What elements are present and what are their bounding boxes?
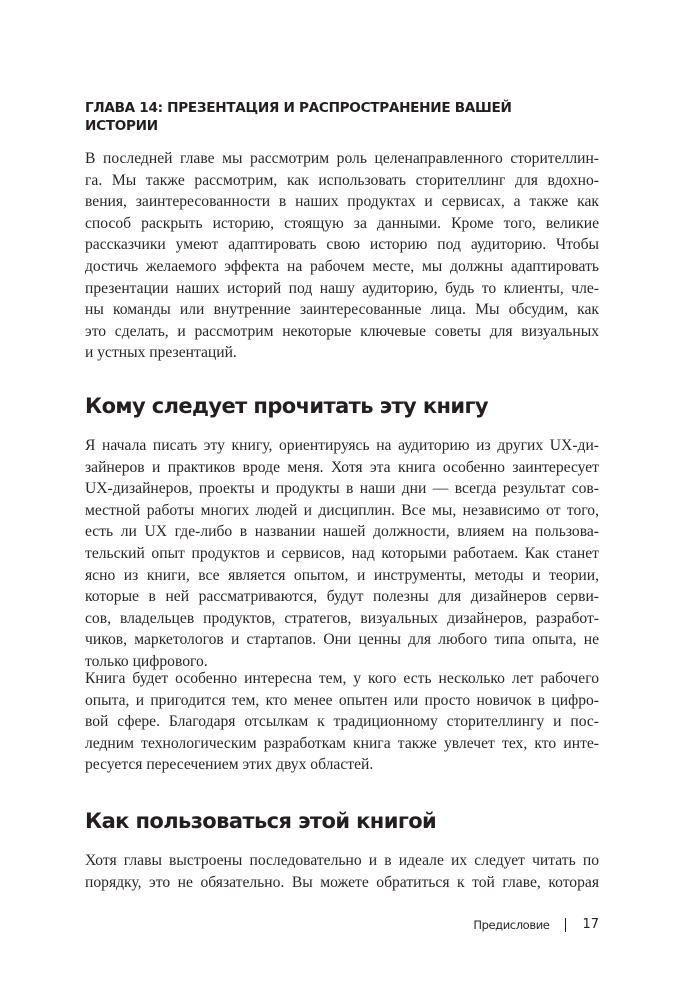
footer-divider: [565, 918, 566, 932]
chapter-14-description: [85, 148, 599, 364]
text-line: ны команды или внутренние заинтересованные лица. Мы обсудим, как: [85, 301, 599, 319]
page-number: 17: [582, 917, 599, 932]
text-line: местной работы многих людей и дисциплин. Все мы, независимо от того,: [85, 501, 599, 519]
text-line: UX-дизайнеров, проекты и продукты в наши дни — всегда результат сов-: [85, 480, 599, 498]
running-footer-section: Предисловие: [473, 918, 550, 932]
section-heading-how-to-use: Как пользоваться этой книгой: [85, 809, 437, 833]
text-line: тельский опыт продуктов и сервисов, над которыми работаем. Как станет: [85, 544, 599, 562]
text-line: только цифрового.: [85, 652, 208, 670]
text-line: это сделать, и рассмотрим некоторые ключевые советы для визуальных: [85, 322, 599, 340]
text-line: есть ли UX где-либо в названии нашей должности, влияем на пользова-: [85, 523, 599, 541]
text-line: рассказчики умеют адаптировать свою историю под аудиторию. Чтобы: [85, 236, 599, 254]
how-to-use-paragraph-1: [85, 850, 599, 893]
chapter-heading-line-1: ГЛАВА 14: ПРЕЗЕНТАЦИЯ И РАСПРОСТРАНЕНИЕ ВАШЕЙ: [85, 100, 512, 116]
text-line: чиков, маркетологов и стартапов. Они ценны для любого типа опыта, не: [85, 631, 599, 649]
text-line: опыта, и пригодится тем, кто менее опытен или просто новичок в цифро-: [85, 691, 599, 709]
text-line: достичь желаемого эффекта на рабочем месте, мы должны адаптировать: [85, 257, 599, 275]
text-line: и устных презентаций.: [85, 344, 237, 362]
text-line: вения, заинтересованности в наших продуктах и сервисах, а также как: [85, 193, 599, 211]
chapter-heading: [85, 99, 599, 135]
text-line: зайнеров и практиков вроде меня. Хотя эта книга особенно заинтересует: [85, 458, 599, 476]
text-line: ресуется пересечением этих двух областей.: [85, 756, 374, 774]
text-line: Я начала писать эту книгу, ориентируясь на аудиторию из других UX-ди-: [85, 437, 599, 454]
text-line: порядку, это не обязательно. Вы можете обратиться к той главе, которая: [85, 873, 599, 891]
text-line: ледним технологическим разработкам книга также увлечет тех, кто инте-: [85, 734, 599, 752]
chapter-heading-line-2: ИСТОРИИ: [85, 118, 158, 134]
text-line: Хотя главы выстроены последовательно и в идеале их следует читать по: [85, 852, 599, 869]
text-line: вой сфере. Благодаря отсылкам к традиционному сторителлингу и пос-: [85, 713, 599, 731]
who-should-read-paragraph-2: [85, 668, 599, 776]
text-line: способ раскрыть историю, стоящую за данными. Кроме того, великие: [85, 214, 599, 232]
text-line: Книга будет особенно интересна тем, у кого есть несколько лет рабочего: [85, 670, 599, 687]
text-line: сов, владельцев продуктов, стратегов, визуальных дизайнеров, разработ-: [85, 609, 599, 627]
section-heading-who-should-read: Кому следует прочитать эту книгу: [85, 394, 488, 418]
who-should-read-paragraph-1: [85, 435, 599, 673]
text-line: презентации наших историй под нашу аудиторию, будь то клиенты, чле-: [85, 279, 599, 297]
text-line: которые в ней рассматриваются, будут полезны для дизайнеров серви-: [85, 588, 599, 606]
text-line: ясно из книги, все является опытом, и инструменты, методы и теории,: [85, 566, 599, 584]
page-footer: [473, 917, 599, 933]
text-line: га. Мы также рассмотрим, как использовать сторителлинг для вдохно-: [85, 171, 599, 189]
text-line: В последней главе мы рассмотрим роль целенаправленного сторителлин-: [85, 150, 599, 167]
